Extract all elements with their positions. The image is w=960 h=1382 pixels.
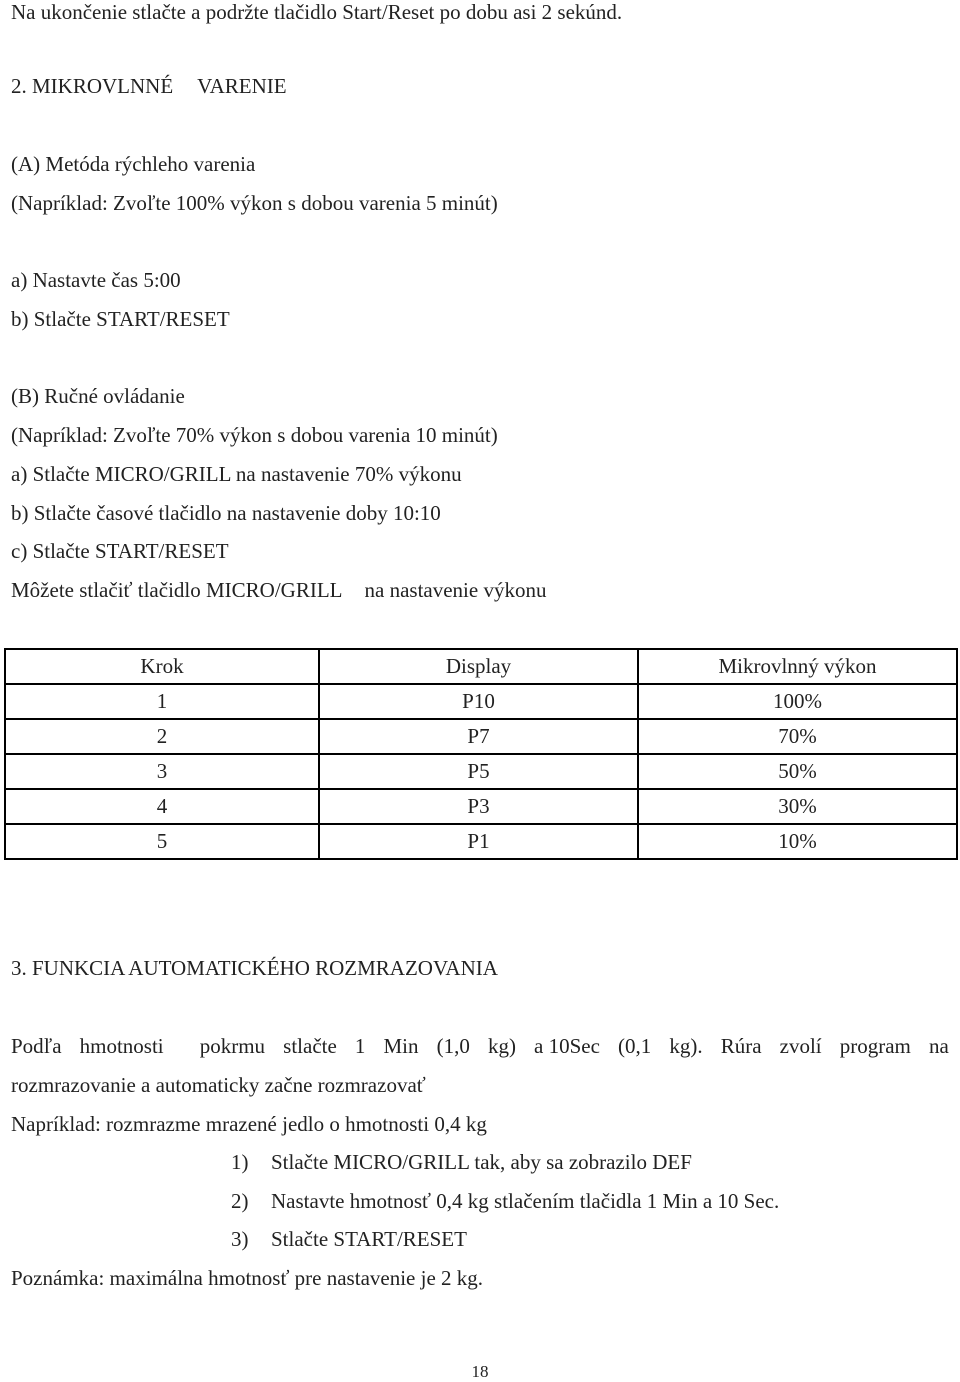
cell-power: 10% — [638, 824, 957, 859]
word: Rúra — [720, 1034, 762, 1058]
cell-step: 1 — [5, 684, 319, 719]
method-b-step-3: c) Stlačte START/RESET — [11, 539, 229, 563]
word: a 10Sec — [534, 1034, 600, 1058]
method-b-title: (B) Ručné ovládanie — [11, 384, 185, 408]
page-number: 18 — [471, 1362, 489, 1381]
word: 1 — [354, 1034, 366, 1058]
step-text: Nastavte hmotnosť 0,4 kg stlačením tlačidla 1 Min a 10 Sec. — [271, 1189, 780, 1213]
power-note-part2: na nastavenie výkonu — [364, 578, 547, 602]
step-number: 1) — [231, 1150, 249, 1174]
cell-power: 100% — [638, 684, 957, 719]
header-display: Display — [319, 649, 638, 684]
section3-heading: 3. FUNKCIA AUTOMATICKÉHO ROZMRAZOVANIA — [11, 956, 498, 980]
method-b-step-2: b) Stlačte časové tlačidlo na nastavenie doby 10:10 — [11, 501, 441, 525]
section2-heading — [11, 74, 287, 98]
list-item — [231, 1189, 779, 1213]
header-step: Krok — [5, 649, 319, 684]
intro-line: Na ukončenie stlačte a podržte tlačidlo Start/Reset po dobu asi 2 sekúnd. — [11, 0, 623, 24]
power-note-part1: Môžete stlačiť tlačidlo MICRO/GRILL — [11, 578, 343, 602]
word: (1,0 — [436, 1034, 470, 1058]
header-power: Mikrovlnný výkon — [638, 649, 957, 684]
cell-step: 4 — [5, 789, 319, 824]
method-a-title: (A) Metóda rýchleho varenia — [11, 152, 256, 176]
method-a-step-1: a) Nastavte čas 5:00 — [11, 268, 181, 292]
method-a-step-2: b) Stlačte START/RESET — [11, 307, 230, 331]
cell-step: 3 — [5, 754, 319, 789]
table-header-row — [5, 649, 957, 684]
word: Podľa — [11, 1034, 62, 1058]
step-number: 2) — [231, 1189, 249, 1213]
cell-display: P1 — [319, 824, 638, 859]
defrost-paragraph-line2: rozmrazovanie a automaticky začne rozmrazovať — [11, 1073, 426, 1097]
cell-step: 5 — [5, 824, 319, 859]
word: hmotnosti — [79, 1034, 164, 1058]
defrost-note: Poznámka: maximálna hmotnosť pre nastavenie je 2 kg. — [11, 1266, 484, 1290]
power-table — [4, 648, 958, 860]
defrost-paragraph-line1 — [11, 1034, 949, 1058]
table-row — [5, 684, 957, 719]
defrost-paragraph — [11, 1034, 949, 1097]
word: program — [839, 1034, 911, 1058]
word: na — [928, 1034, 949, 1058]
cell-power: 50% — [638, 754, 957, 789]
power-note — [11, 578, 546, 602]
step-text: Stlačte START/RESET — [271, 1227, 467, 1251]
cell-display: P5 — [319, 754, 638, 789]
step-text: Stlačte MICRO/GRILL tak, aby sa zobrazilo DEF — [271, 1150, 692, 1174]
word: pokrmu — [199, 1034, 266, 1058]
cell-step: 2 — [5, 719, 319, 754]
cell-display: P3 — [319, 789, 638, 824]
method-b-example: (Napríklad: Zvoľte 70% výkon s dobou varenia 10 minút) — [11, 423, 498, 447]
word: zvolí — [779, 1034, 822, 1058]
list-item — [231, 1227, 467, 1251]
list-item — [231, 1150, 692, 1174]
word: stlačte — [283, 1034, 337, 1058]
defrost-example: Napríklad: rozmrazme mrazené jedlo o hmotnosti 0,4 kg — [11, 1112, 487, 1136]
table-row — [5, 754, 957, 789]
cell-display: P10 — [319, 684, 638, 719]
method-a-example: (Napríklad: Zvoľte 100% výkon s dobou varenia 5 minút) — [11, 191, 498, 215]
table-row — [5, 719, 957, 754]
table-row — [5, 789, 957, 824]
cell-display: P7 — [319, 719, 638, 754]
cell-power: 30% — [638, 789, 957, 824]
section2-heading-part2: VARENIE — [197, 74, 287, 98]
table-row — [5, 824, 957, 859]
section2-heading-part1: 2. MIKROVLNNÉ — [11, 74, 174, 98]
word: Min — [383, 1034, 419, 1058]
word: (0,1 — [618, 1034, 652, 1058]
word: kg). — [669, 1034, 703, 1058]
method-b-step-1: a) Stlačte MICRO/GRILL na nastavenie 70% výkonu — [11, 462, 462, 486]
step-number: 3) — [231, 1227, 249, 1251]
cell-power: 70% — [638, 719, 957, 754]
word: kg) — [487, 1034, 516, 1058]
